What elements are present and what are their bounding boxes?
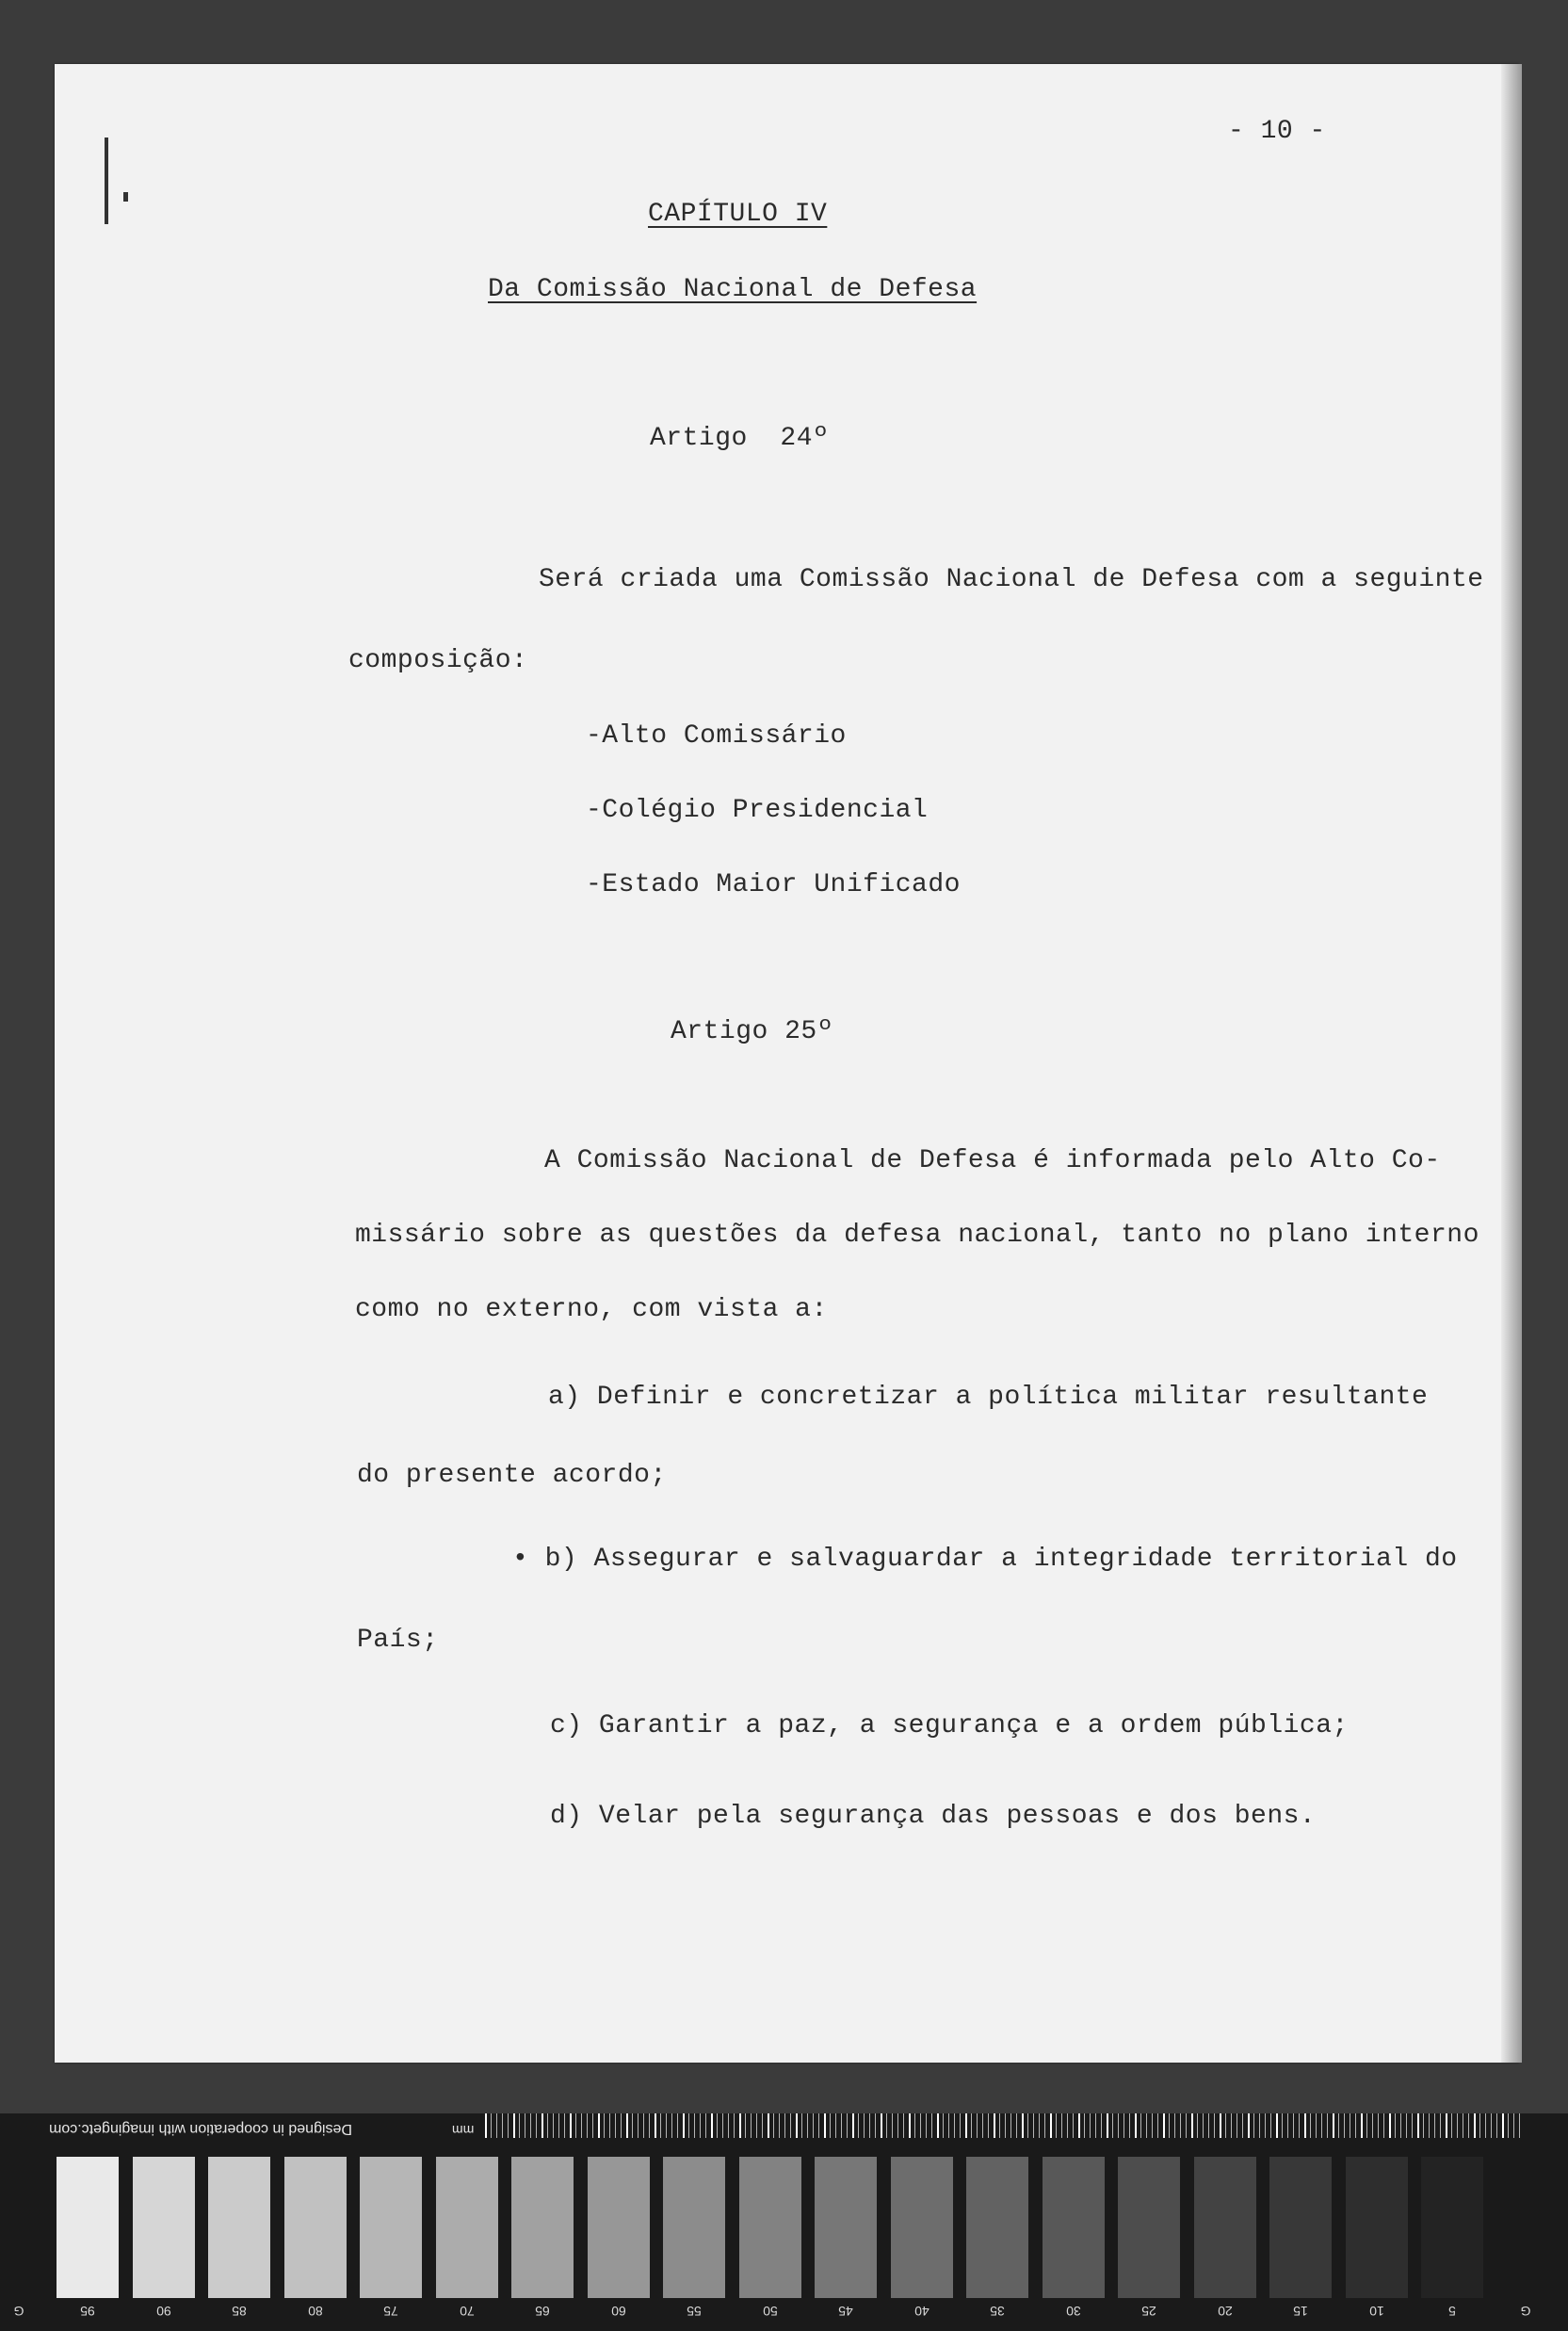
binding-mark xyxy=(105,138,108,224)
swatch-label: 60 xyxy=(610,2304,626,2319)
swatch-label: 45 xyxy=(838,2304,853,2319)
list-item: d) Velar pela segurança das pessoas e dos bens. xyxy=(550,1802,1317,1831)
page-number: - 10 - xyxy=(1228,117,1326,146)
calibration-credit: Designed in cooperation with imagingetc.com xyxy=(49,2121,352,2137)
list-item: do presente acordo; xyxy=(357,1461,667,1490)
swatch-label: 75 xyxy=(383,2304,398,2319)
mm-ruler-major-ticks xyxy=(485,2113,1521,2138)
gray-swatch xyxy=(1269,2157,1332,2298)
chapter-title: CAPÍTULO IV xyxy=(648,200,828,229)
document-page xyxy=(55,64,1519,2063)
list-item: -Colégio Presidencial xyxy=(586,796,929,825)
gray-swatch xyxy=(663,2157,725,2298)
gray-swatch xyxy=(891,2157,953,2298)
gray-swatch xyxy=(1346,2157,1408,2298)
gray-swatch xyxy=(815,2157,877,2298)
article-25-text: como no externo, com vista a: xyxy=(355,1295,828,1324)
gray-swatch xyxy=(436,2157,498,2298)
gray-swatch xyxy=(511,2157,574,2298)
binding-mark-dot xyxy=(123,192,128,202)
list-item: -Estado Maior Unificado xyxy=(586,870,961,899)
gray-swatch xyxy=(1043,2157,1105,2298)
gray-swatch xyxy=(739,2157,801,2298)
gray-swatch xyxy=(57,2157,119,2298)
gray-swatch xyxy=(360,2157,422,2298)
swatch-label: 25 xyxy=(1141,2304,1156,2319)
swatch-label: 85 xyxy=(232,2304,247,2319)
swatch-label: 55 xyxy=(687,2304,702,2319)
gray-swatch xyxy=(588,2157,650,2298)
gray-swatch xyxy=(284,2157,347,2298)
gray-swatch xyxy=(133,2157,195,2298)
swatch-label: 90 xyxy=(155,2304,171,2319)
swatch-label: 40 xyxy=(913,2304,929,2319)
swatch-label: 20 xyxy=(1217,2304,1233,2319)
gray-swatches xyxy=(0,2157,1568,2298)
page-edge-shadow xyxy=(1501,64,1522,2063)
swatch-label: 50 xyxy=(762,2304,778,2319)
gray-swatch xyxy=(966,2157,1028,2298)
gray-swatch xyxy=(1194,2157,1256,2298)
article-25-heading: Artigo 25º xyxy=(671,1017,834,1046)
gray-swatch xyxy=(1421,2157,1483,2298)
article-24-heading: Artigo 24º xyxy=(650,424,830,453)
ruler-unit-label: mm xyxy=(452,2123,475,2138)
swatch-label: 80 xyxy=(307,2304,323,2319)
list-item: País; xyxy=(357,1626,439,1655)
swatch-label: 95 xyxy=(80,2304,95,2319)
swatch-label: 5 xyxy=(1448,2304,1456,2319)
swatch-label: 30 xyxy=(1065,2304,1081,2319)
article-24-text: composição: xyxy=(348,646,528,675)
article-24-text: Será criada uma Comissão Nacional de Defesa com a seguinte xyxy=(539,565,1484,594)
list-item: -Alto Comissário xyxy=(586,721,847,751)
swatch-label: 35 xyxy=(990,2304,1005,2319)
swatch-end-label: G xyxy=(13,2304,24,2319)
list-item: a) Definir e concretizar a política militar resultante xyxy=(548,1383,1429,1412)
gray-swatch xyxy=(1118,2157,1180,2298)
swatch-label: 65 xyxy=(535,2304,550,2319)
swatch-label: 70 xyxy=(459,2304,475,2319)
swatch-end-label: G xyxy=(1520,2304,1531,2319)
list-item: c) Garantir a paz, a segurança e a ordem pública; xyxy=(550,1711,1349,1740)
swatch-label: 10 xyxy=(1368,2304,1384,2319)
swatch-label: 15 xyxy=(1293,2304,1308,2319)
article-25-text: missário sobre as questões da defesa nacional, tanto no plano interno xyxy=(355,1221,1479,1250)
list-item: • b) Assegurar e salvaguardar a integridade territorial do xyxy=(512,1545,1458,1574)
gray-swatch xyxy=(208,2157,270,2298)
article-25-text: A Comissão Nacional de Defesa é informada pelo Alto Co- xyxy=(544,1146,1441,1175)
chapter-subtitle: Da Comissão Nacional de Defesa xyxy=(488,275,978,304)
